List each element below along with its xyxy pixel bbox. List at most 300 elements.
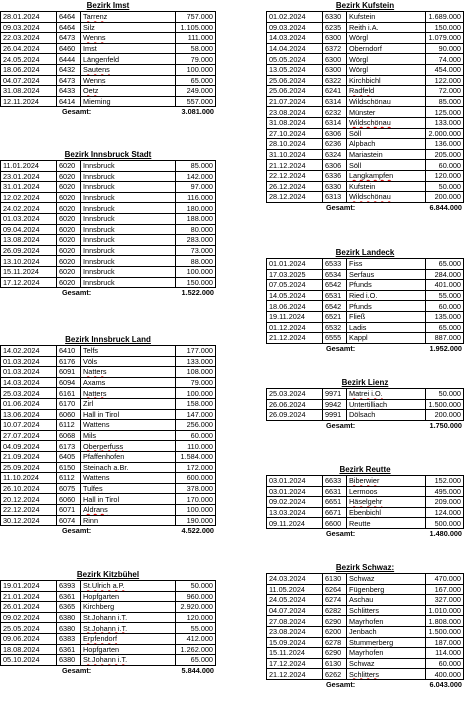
postal-code-cell: 6361 <box>57 591 81 602</box>
date-cell: 12.11.2024 <box>1 96 57 107</box>
date-cell: 09.02.2024 <box>267 497 323 508</box>
total-label: Gesamt: <box>62 665 92 675</box>
total-value: 4.522.000 <box>181 526 214 536</box>
postal-code-cell: 6410 <box>57 346 81 357</box>
date-cell: 03.01.2024 <box>267 486 323 497</box>
total-value: 1.750.000 <box>429 420 462 430</box>
place-cell: Serfaus <box>347 269 426 280</box>
place-cell: Ladis <box>347 322 426 333</box>
amount-cell: 120.000 <box>426 170 464 181</box>
postal-code-cell: 6433 <box>57 86 81 97</box>
place-cell: Innsbruck <box>81 203 176 214</box>
amount-cell: 600.000 <box>176 473 216 484</box>
table-row <box>1 473 216 484</box>
postal-code-cell: 6313 <box>323 192 347 203</box>
date-cell: 15.11.2024 <box>1 266 57 277</box>
table-row <box>267 86 464 97</box>
place-cell: Münster <box>347 107 426 118</box>
postal-code-cell: 6161 <box>57 388 81 399</box>
date-cell: 26.01.2024 <box>1 602 57 613</box>
date-cell: 26.09.2024 <box>1 245 57 256</box>
amount-cell: 72.000 <box>426 86 464 97</box>
postal-code-cell: 6060 <box>57 409 81 420</box>
place-cell: Mayrhofen <box>347 648 426 659</box>
date-cell: 15.11.2024 <box>267 648 323 659</box>
date-cell: 19.11.2024 <box>267 311 323 322</box>
place-cell: Oberperfuss <box>81 441 176 452</box>
place-cell: Wattens <box>81 473 176 484</box>
date-cell: 22.03.2024 <box>1 33 57 44</box>
table-row <box>1 398 216 409</box>
section-title: Bezirk Innsbruck Land <box>65 335 151 344</box>
table-row <box>267 22 464 33</box>
amount-cell: 79.000 <box>176 377 216 388</box>
section-title: Bezirk Reutte <box>339 465 391 474</box>
postal-code-cell: 6235 <box>323 22 347 33</box>
table-row <box>267 626 464 637</box>
postal-code-cell: 6531 <box>323 290 347 301</box>
date-cell: 09.03.2024 <box>267 22 323 33</box>
date-cell: 28.01.2024 <box>1 12 57 23</box>
place-cell: Wenns <box>81 33 176 44</box>
postal-code-cell: 6306 <box>323 128 347 139</box>
table-row <box>1 451 216 462</box>
table-row <box>1 409 216 420</box>
postal-code-cell: 6290 <box>323 648 347 659</box>
place-cell: Untertilliach <box>347 399 426 410</box>
postal-code-cell: 6020 <box>57 235 81 246</box>
postal-code-cell: 6020 <box>57 171 81 182</box>
section-total <box>0 107 216 117</box>
place-cell: Wattens <box>81 420 176 431</box>
amount-cell: 283.000 <box>176 235 216 246</box>
amount-cell: 111.000 <box>176 33 216 44</box>
table-row <box>1 346 216 357</box>
table-row <box>267 170 464 181</box>
date-cell: 17.12.2024 <box>267 658 323 669</box>
amount-cell: 147.000 <box>176 409 216 420</box>
place-cell: Ebenbichl <box>347 507 426 518</box>
date-cell: 03.01.2024 <box>267 476 323 487</box>
table-row <box>1 441 216 452</box>
date-cell: 21.12.2024 <box>267 669 323 680</box>
section-title: Bezirk Kitzbühel <box>76 570 140 579</box>
table-row <box>267 497 464 508</box>
postal-code-cell: 6405 <box>57 451 81 462</box>
postal-code-cell: 6278 <box>323 637 347 648</box>
total-value: 6.844.000 <box>429 202 462 212</box>
date-cell: 01.12.2024 <box>267 322 323 333</box>
place-cell: Innsbruck <box>81 235 176 246</box>
place-cell: Ried i.O. <box>347 290 426 301</box>
place-cell: Fiss <box>347 259 426 270</box>
district-table <box>0 580 216 666</box>
amount-cell: 167.000 <box>426 584 464 595</box>
amount-cell: 100.000 <box>176 388 216 399</box>
district-table <box>266 258 464 344</box>
table-row <box>267 584 464 595</box>
postal-code-cell: 6020 <box>57 266 81 277</box>
total-label: Gesamt: <box>62 288 92 298</box>
place-cell: Imst <box>81 43 176 54</box>
postal-code-cell: 6020 <box>57 182 81 193</box>
postal-code-cell: 6300 <box>323 33 347 44</box>
district-table <box>266 388 464 421</box>
place-cell: Hall in Tirol <box>81 494 176 505</box>
amount-cell: 1.010.000 <box>426 605 464 616</box>
place-cell: Lermoos <box>347 486 426 497</box>
date-cell: 31.10.2024 <box>267 149 323 160</box>
postal-code-cell: 6631 <box>323 486 347 497</box>
postal-code-cell: 6060 <box>57 494 81 505</box>
postal-code-cell: 6290 <box>323 616 347 627</box>
postal-code-cell: 6330 <box>323 12 347 23</box>
section-title: Bezirk Innsbruck Stadt <box>64 150 152 159</box>
postal-code-cell: 6464 <box>57 12 81 23</box>
table-row <box>1 64 216 75</box>
table-row <box>267 486 464 497</box>
amount-cell: 960.000 <box>176 591 216 602</box>
place-cell: Schlitters <box>347 605 426 616</box>
place-cell: Mils <box>81 430 176 441</box>
table-row <box>267 160 464 171</box>
amount-cell: 150.000 <box>176 277 216 288</box>
table-row <box>267 280 464 291</box>
date-cell: 24.05.2024 <box>1 54 57 65</box>
place-cell: Kirchberg <box>81 602 176 613</box>
date-cell: 23.08.2024 <box>267 107 323 118</box>
table-row <box>1 96 216 107</box>
place-cell: Aschau <box>347 595 426 606</box>
postal-code-cell: 6306 <box>323 160 347 171</box>
amount-cell: 887.000 <box>426 333 464 344</box>
date-cell: 13.05.2024 <box>267 64 323 75</box>
date-cell: 17.12.2024 <box>1 277 57 288</box>
place-cell: Tarrenz <box>81 12 176 23</box>
amount-cell: 50.000 <box>426 181 464 192</box>
table-row <box>1 256 216 267</box>
amount-cell: 116.000 <box>176 192 216 203</box>
place-cell: Innsbruck <box>81 266 176 277</box>
postal-code-cell: 6200 <box>323 626 347 637</box>
date-cell: 22.12.2024 <box>267 170 323 181</box>
amount-cell: 114.000 <box>426 648 464 659</box>
postal-code-cell: 6555 <box>323 333 347 344</box>
postal-code-cell: 6074 <box>57 515 81 526</box>
date-cell: 09.11.2024 <box>267 518 323 529</box>
table-row <box>1 420 216 431</box>
total-label: Gesamt: <box>326 679 356 689</box>
amount-cell: 100.000 <box>176 266 216 277</box>
postal-code-cell: 6365 <box>57 602 81 613</box>
table-row <box>267 181 464 192</box>
section-title: Bezirk Imst <box>86 1 130 10</box>
postal-code-cell: 6020 <box>57 245 81 256</box>
date-cell: 25.03.2024 <box>1 388 57 399</box>
place-cell: Pfaffenhofen <box>81 451 176 462</box>
section-total <box>266 421 464 431</box>
amount-cell: 2.000.000 <box>426 128 464 139</box>
amount-cell: 152.000 <box>426 476 464 487</box>
postal-code-cell: 6020 <box>57 277 81 288</box>
postal-code-cell: 9942 <box>323 399 347 410</box>
section-title: Bezirk Lienz <box>341 378 389 387</box>
place-cell: Fügenberg <box>347 584 426 595</box>
section-total <box>266 680 464 690</box>
table-row <box>1 430 216 441</box>
postal-code-cell: 6542 <box>323 301 347 312</box>
section-total <box>266 203 464 213</box>
postal-code-cell: 6393 <box>57 581 81 592</box>
place-cell: Telfs <box>81 346 176 357</box>
date-cell: 26.10.2024 <box>1 483 57 494</box>
place-cell: Tulfes <box>81 483 176 494</box>
place-cell: Wildschönau <box>347 96 426 107</box>
amount-cell: 133.000 <box>426 117 464 128</box>
place-cell: Reith i.A. <box>347 22 426 33</box>
place-cell: Innsbruck <box>81 224 176 235</box>
table-row <box>267 507 464 518</box>
postal-code-cell: 6112 <box>57 420 81 431</box>
postal-code-cell: 6241 <box>323 86 347 97</box>
postal-code-cell: 6068 <box>57 430 81 441</box>
date-cell: 04.07.2024 <box>267 605 323 616</box>
amount-cell: 110.000 <box>176 441 216 452</box>
table-row <box>267 269 464 280</box>
amount-cell: 74.000 <box>426 54 464 65</box>
place-cell: Schwaz <box>347 574 426 585</box>
postal-code-cell: 6532 <box>323 322 347 333</box>
date-cell: 01.06.2024 <box>1 398 57 409</box>
date-cell: 11.10.2024 <box>1 473 57 484</box>
postal-code-cell: 6414 <box>57 96 81 107</box>
table-row <box>1 515 216 526</box>
postal-code-cell: 6383 <box>57 633 81 644</box>
postal-code-cell: 6473 <box>57 33 81 44</box>
table-row <box>267 476 464 487</box>
amount-cell: 757.000 <box>176 12 216 23</box>
table-row <box>267 399 464 410</box>
place-cell: St.Ulrich a.P. <box>81 581 176 592</box>
date-cell: 28.10.2024 <box>267 139 323 150</box>
amount-cell: 256.000 <box>176 420 216 431</box>
section-title: Bezirk Landeck <box>335 248 395 257</box>
postal-code-cell: 6232 <box>323 107 347 118</box>
postal-code-cell: 6651 <box>323 497 347 508</box>
postal-code-cell: 6262 <box>323 669 347 680</box>
table-row <box>267 518 464 529</box>
amount-cell: 500.000 <box>426 518 464 529</box>
table-row <box>267 117 464 128</box>
table-row <box>1 171 216 182</box>
place-cell: Innsbruck <box>81 161 176 172</box>
place-cell: Längenfeld <box>81 54 176 65</box>
amount-cell: 2.920.000 <box>176 602 216 613</box>
table-row <box>267 311 464 322</box>
date-cell: 01.03.2024 <box>1 213 57 224</box>
date-cell: 11.01.2024 <box>1 161 57 172</box>
total-label: Gesamt: <box>326 343 356 353</box>
postal-code-cell: 6300 <box>323 64 347 75</box>
amount-cell: 200.000 <box>426 410 464 421</box>
table-row <box>267 301 464 312</box>
place-cell: Wörgl <box>347 64 426 75</box>
place-cell: Innsbruck <box>81 277 176 288</box>
district-table <box>266 11 464 203</box>
amount-cell: 158.000 <box>176 398 216 409</box>
postal-code-cell: 6176 <box>57 356 81 367</box>
place-cell: Axams <box>81 377 176 388</box>
amount-cell: 187.000 <box>426 637 464 648</box>
date-cell: 23.08.2024 <box>267 626 323 637</box>
date-cell: 25.03.2024 <box>267 389 323 400</box>
amount-cell: 79.000 <box>176 54 216 65</box>
table-row <box>267 595 464 606</box>
place-cell: Steinach a.Br. <box>81 462 176 473</box>
table-row <box>1 182 216 193</box>
date-cell: 26.09.2024 <box>267 410 323 421</box>
amount-cell: 470.000 <box>426 574 464 585</box>
table-row <box>1 356 216 367</box>
table-row <box>1 33 216 44</box>
date-cell: 30.12.2024 <box>1 515 57 526</box>
postal-code-cell: 6432 <box>57 64 81 75</box>
table-row <box>267 54 464 65</box>
table-row <box>1 161 216 172</box>
place-cell: Wörgl <box>347 33 426 44</box>
table-row <box>1 377 216 388</box>
amount-cell: 180.000 <box>176 203 216 214</box>
place-cell: Häselgehr <box>347 497 426 508</box>
place-cell: Biberwier <box>347 476 426 487</box>
table-row <box>1 591 216 602</box>
amount-cell: 454.000 <box>426 64 464 75</box>
amount-cell: 65.000 <box>176 75 216 86</box>
place-cell: Völs <box>81 356 176 367</box>
amount-cell: 188.000 <box>176 213 216 224</box>
postal-code-cell: 6671 <box>323 507 347 518</box>
total-label: Gesamt: <box>62 526 92 536</box>
place-cell: Wörgl <box>347 54 426 65</box>
postal-code-cell: 6380 <box>57 655 81 666</box>
postal-code-cell: 6020 <box>57 192 81 203</box>
amount-cell: 60.000 <box>426 160 464 171</box>
amount-cell: 327.000 <box>426 595 464 606</box>
table-row <box>1 612 216 623</box>
date-cell: 07.05.2024 <box>267 280 323 291</box>
section-bezirk-landeck <box>266 247 464 354</box>
amount-cell: 557.000 <box>176 96 216 107</box>
table-row <box>1 367 216 378</box>
place-cell: St.Johann i.T. <box>81 623 176 634</box>
section-bezirk-imst <box>0 0 216 117</box>
postal-code-cell: 6473 <box>57 75 81 86</box>
table-row <box>267 669 464 680</box>
amount-cell: 1.584.000 <box>176 451 216 462</box>
amount-cell: 55.000 <box>426 290 464 301</box>
place-cell: Oberndorf <box>347 43 426 54</box>
place-cell: Kufstein <box>347 181 426 192</box>
amount-cell: 108.000 <box>176 367 216 378</box>
table-row <box>1 644 216 655</box>
date-cell: 01.03.2024 <box>1 367 57 378</box>
amount-cell: 412.000 <box>176 633 216 644</box>
postal-code-cell: 6464 <box>57 22 81 33</box>
table-row <box>267 389 464 400</box>
amount-cell: 80.000 <box>176 224 216 235</box>
place-cell: Zirl <box>81 398 176 409</box>
date-cell: 17.03.2025 <box>267 269 323 280</box>
table-row <box>267 322 464 333</box>
table-row <box>267 192 464 203</box>
postal-code-cell: 6380 <box>57 623 81 634</box>
postal-code-cell: 6282 <box>323 605 347 616</box>
place-cell: Innsbruck <box>81 182 176 193</box>
table-row <box>267 574 464 585</box>
amount-cell: 495.000 <box>426 486 464 497</box>
postal-code-cell: 6372 <box>323 43 347 54</box>
date-cell: 05.05.2024 <box>267 54 323 65</box>
amount-cell: 284.000 <box>426 269 464 280</box>
place-cell: Alpbach <box>347 139 426 150</box>
table-row <box>267 107 464 118</box>
amount-cell: 1.808.000 <box>426 616 464 627</box>
postal-code-cell: 6300 <box>323 54 347 65</box>
section-bezirk-kufstein <box>266 0 464 213</box>
amount-cell: 1.262.000 <box>176 644 216 655</box>
place-cell: Kappl <box>347 333 426 344</box>
table-row <box>1 266 216 277</box>
amount-cell: 50.000 <box>426 389 464 400</box>
table-row <box>1 483 216 494</box>
place-cell: Innsbruck <box>81 245 176 256</box>
date-cell: 01.03.2024 <box>1 356 57 367</box>
total-label: Gesamt: <box>326 528 356 538</box>
place-cell: Mayrhofen <box>347 616 426 627</box>
section-bezirk-innsbruck-stadt <box>0 149 216 298</box>
postal-code-cell: 6314 <box>323 96 347 107</box>
date-cell: 21.12.2024 <box>267 160 323 171</box>
place-cell: Schwaz <box>347 658 426 669</box>
postal-code-cell: 6130 <box>323 574 347 585</box>
amount-cell: 100.000 <box>176 504 216 515</box>
table-row <box>267 605 464 616</box>
section-total <box>0 526 216 536</box>
date-cell: 14.02.2024 <box>1 346 57 357</box>
total-value: 5.844.000 <box>181 665 214 675</box>
postal-code-cell: 6521 <box>323 311 347 322</box>
section-title: Bezirk Schwaz: <box>335 563 395 572</box>
postal-code-cell: 6444 <box>57 54 81 65</box>
amount-cell: 150.000 <box>426 22 464 33</box>
postal-code-cell: 6324 <box>323 149 347 160</box>
table-row <box>1 54 216 65</box>
date-cell: 18.06.2024 <box>267 301 323 312</box>
postal-code-cell: 6020 <box>57 224 81 235</box>
date-cell: 13.10.2024 <box>1 256 57 267</box>
total-value: 1.522.000 <box>181 288 214 298</box>
table-row <box>267 648 464 659</box>
section-bezirk-schwaz <box>266 562 464 690</box>
section-title: Bezirk Kufstein <box>335 1 395 10</box>
table-row <box>267 333 464 344</box>
place-cell: Erpfendorf <box>81 633 176 644</box>
postal-code-cell: 6112 <box>57 473 81 484</box>
table-row <box>267 139 464 150</box>
date-cell: 25.06.2024 <box>267 86 323 97</box>
postal-code-cell: 6330 <box>323 181 347 192</box>
date-cell: 27.08.2024 <box>267 616 323 627</box>
